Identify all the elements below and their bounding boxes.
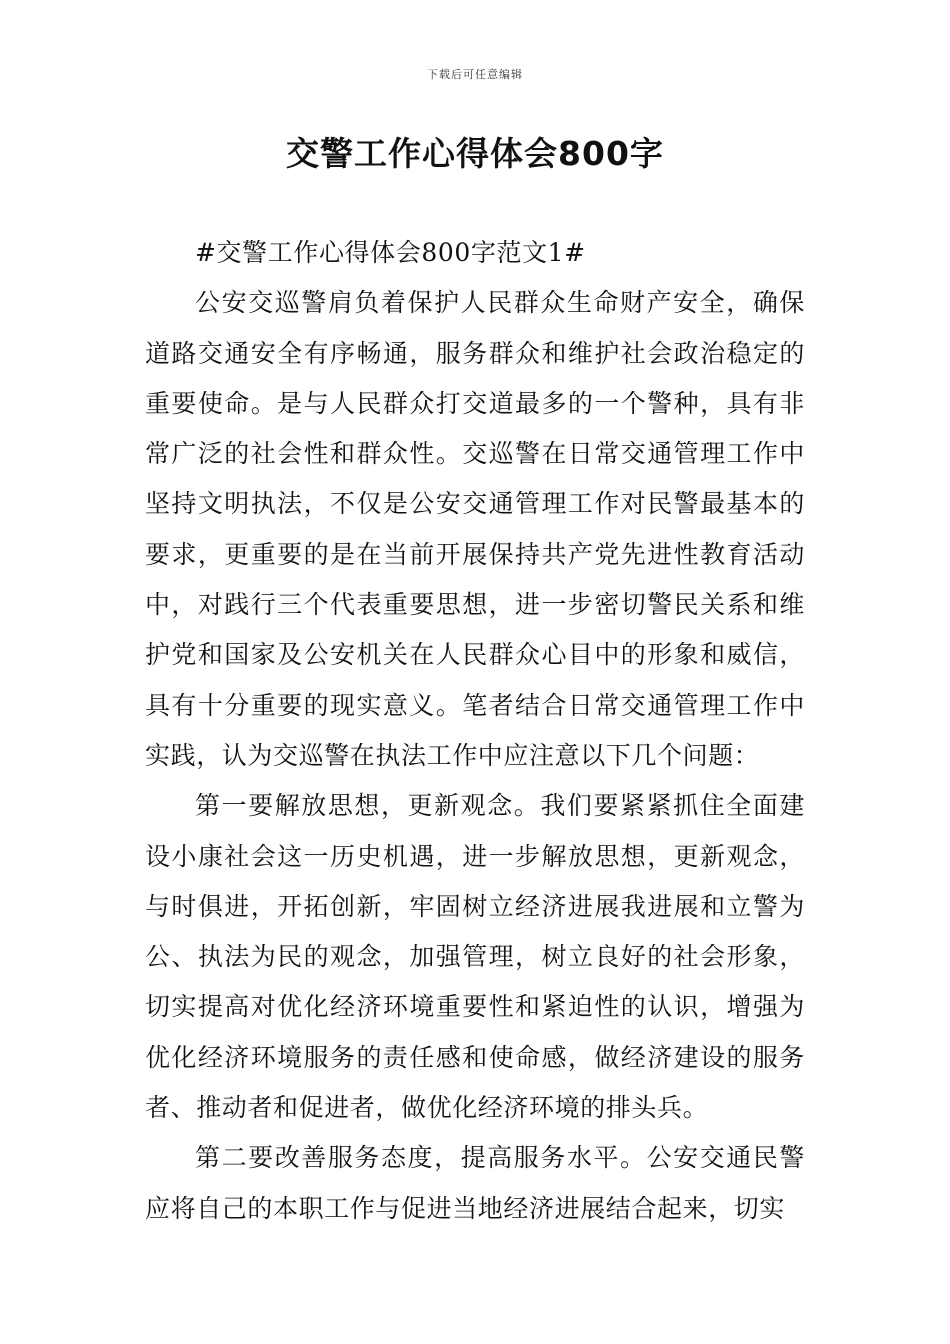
document-body xyxy=(145,228,805,1234)
paragraph-point-two: 第二要改善服务态度，提高服务水平。公安交通民警应将自己的本职工作与促进当地经济进展结合起来，切实 xyxy=(145,1143,805,1223)
document-title: 交警工作心得体会800字 xyxy=(286,134,664,173)
header-note: 下载后可任意编辑 xyxy=(427,68,523,81)
paragraph-intro: 公安交巡警肩负着保护人民群众生命财产安全，确保道路交通安全有序畅通，服务群众和维护社会政治稳定的重要使命。是与人民群众打交道最多的一个警种，具有非常广泛的社会性和群众性。交巡警在日常交通管理工作中坚持文明执法，不仅是公安交通管理工作对民警最基本的要求，更重要的是在当前开展保持共产党先进性教育活动中，对践行三个代表重要思想，进一步密切警民关系和维护党和国家及公安机关在人民群众心目中的形象和威信，具有十分重要的现实意义。笔者结合日常交通管理工作中实践，认为交巡警在执法工作中应注意以下几个问题： xyxy=(145,288,805,770)
section-heading: #交警工作心得体会800字范文1# xyxy=(195,238,586,267)
paragraph-point-one: 第一要解放思想，更新观念。我们要紧紧抓住全面建设小康社会这一历史机遇，进一步解放思想，更新观念，与时俱进，开拓创新，牢固树立经济进展我进展和立警为公、执法为民的观念，加强管理，树立良好的社会形象，切实提高对优化经济环境重要性和紧迫性的认识，增强为优化经济环境服务的责任感和使命感，做经济建设的服务者、推动者和促进者，做优化经济环境的排头兵。 xyxy=(145,791,805,1123)
